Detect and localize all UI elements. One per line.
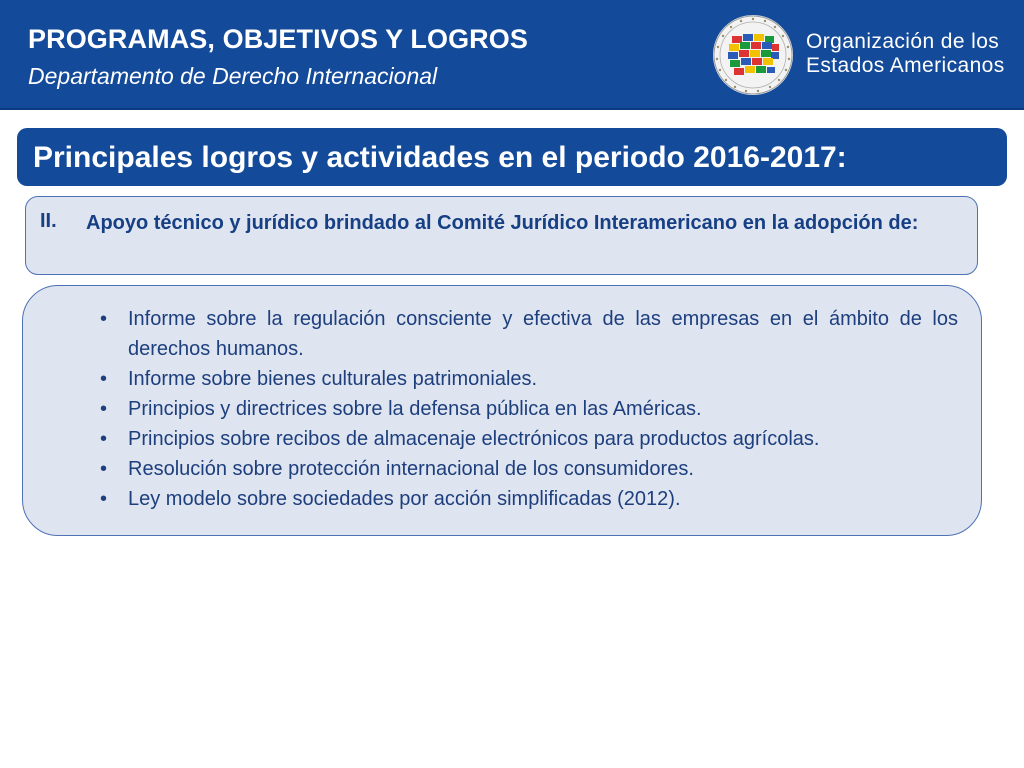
list-item [23, 424, 958, 454]
section-number: II. [40, 210, 57, 232]
header-title: PROGRAMAS, OBJETIVOS Y LOGROS [28, 24, 528, 54]
list-item-text: Principios sobre recibos de almacenaje electrónicos para productos agrícolas. [128, 428, 820, 450]
bullet-icon: • [100, 398, 108, 420]
section-heading-box [25, 196, 978, 275]
bullet-icon: • [100, 488, 108, 510]
org-name-line-1: Organización de los [806, 30, 1000, 53]
list-item [23, 304, 958, 364]
oas-seal-icon [712, 14, 794, 96]
list-item-text: Informe sobre bienes culturales patrimoniales. [128, 368, 538, 390]
header-subtitle: Departamento de Derecho Internacional [28, 63, 438, 89]
bullet-icon: • [100, 428, 108, 450]
bullet-icon: • [100, 368, 108, 390]
header-bar [0, 0, 1024, 110]
list-item [23, 394, 958, 424]
bullet-icon: • [100, 458, 108, 480]
list-item-text: Informe sobre la regulación consciente y efectiva de las empresas en el ámbito de los derechos humanos. [128, 308, 958, 360]
section-banner: Principales logros y actividades en el periodo 2016-2017: [17, 128, 1007, 186]
list-item [23, 364, 958, 394]
list-item [23, 484, 958, 514]
list-item-text: Principios y directrices sobre la defensa pública en las Américas. [128, 398, 702, 420]
org-name [806, 30, 1005, 78]
items-list [23, 304, 958, 514]
section-heading: Apoyo técnico y jurídico brindado al Comité Jurídico Interamericano en la adopción de: [86, 212, 919, 234]
items-box [22, 285, 982, 536]
list-item [23, 454, 958, 484]
org-name-line-2: Estados Americanos [806, 54, 1005, 77]
list-item-text: Resolución sobre protección internacional de los consumidores. [128, 458, 694, 480]
bullet-icon: • [100, 308, 108, 330]
list-item-text: Ley modelo sobre sociedades por acción simplificadas (2012). [128, 488, 681, 510]
